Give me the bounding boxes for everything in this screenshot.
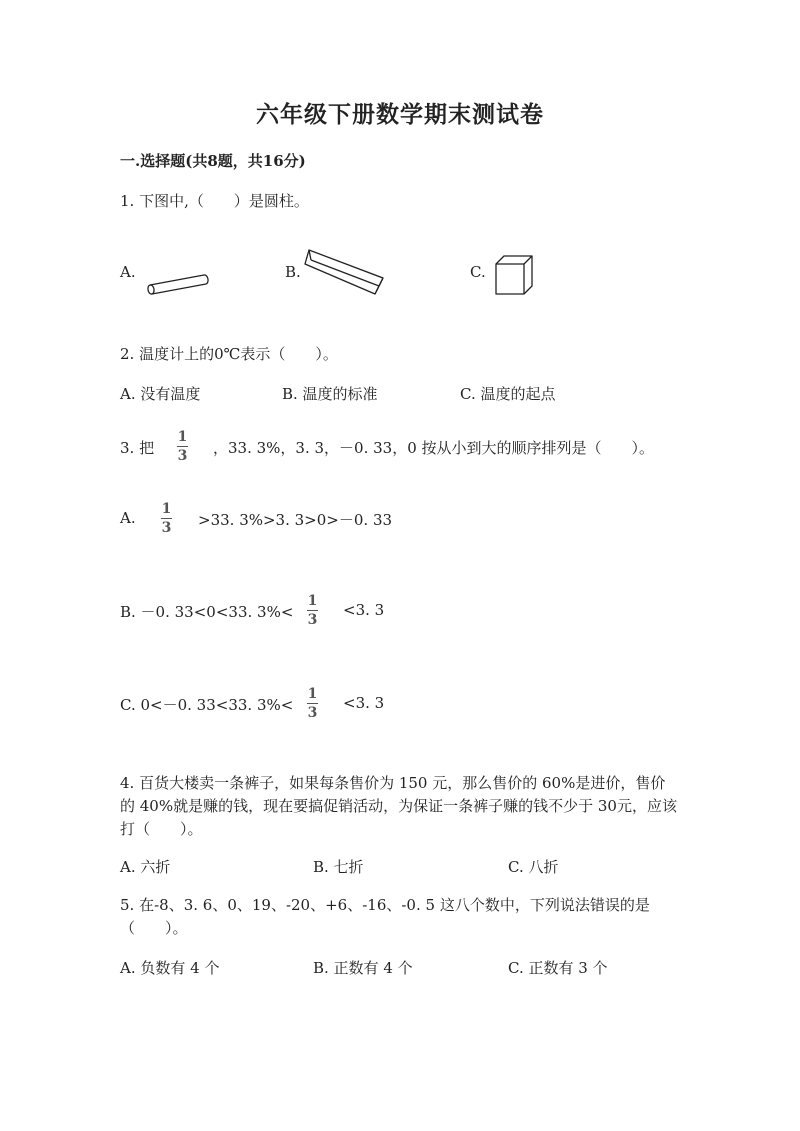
- q4-option-c[interactable]: C. 八折: [508, 858, 559, 876]
- fraction-one-third: 1 3: [161, 501, 172, 536]
- q3-option-b-end[interactable]: <3. 3: [343, 601, 385, 619]
- q2-option-b[interactable]: B. 温度的标准: [282, 385, 378, 403]
- q3-option-b-text[interactable]: B. －0. 33<0<33. 3%<: [120, 603, 294, 621]
- question-3-text-start: 3. 把: [120, 439, 155, 457]
- question-3-text-end: ，33. 3%，3. 3，－0. 33，0 按从小到大的顺序排列是（ ）。: [213, 439, 655, 457]
- q1-option-a-label[interactable]: A.: [120, 263, 136, 281]
- cylinder-icon: [142, 268, 212, 298]
- page-title: 六年级下册数学期末测试卷: [256, 101, 544, 128]
- q4-option-b[interactable]: B. 七折: [313, 858, 364, 876]
- q2-option-a[interactable]: A. 没有温度: [120, 385, 201, 403]
- q3-option-c-end[interactable]: <3. 3: [343, 694, 385, 712]
- question-5-text: 5. 在-8、3. 6、0、19、-20、+6、-16、-0. 5 这八个数中，下列说法错误的是（ ）。: [120, 896, 650, 937]
- q1-option-b-label[interactable]: B.: [285, 263, 301, 281]
- q5-option-a[interactable]: A. 负数有 4 个: [120, 959, 220, 977]
- question-2-text: 2. 温度计上的0℃表示（ ）。: [120, 345, 338, 363]
- question-4-text: 4. 百货大楼卖一条裤子，如果每条售价为 150 元，那么售价的 60%是进价，售价的 40%就是赚的钱，现在要搞促销活动，为保证一条裤子赚的钱不少于 30元，应该打（ ）。: [120, 774, 677, 838]
- section-heading: 一.选择题(共8题，共16分): [120, 152, 306, 170]
- q5-option-b[interactable]: B. 正数有 4 个: [313, 959, 413, 977]
- question-1-text: 1. 下图中,（ ）是圆柱。: [120, 192, 309, 210]
- q2-option-c[interactable]: C. 温度的起点: [460, 385, 556, 403]
- q3-option-a-text[interactable]: >33. 3%>3. 3>0>－0. 33: [198, 511, 393, 529]
- fraction-one-third: 1 3: [307, 593, 318, 628]
- q4-option-a[interactable]: A. 六折: [120, 858, 171, 876]
- q5-option-c[interactable]: C. 正数有 3 个: [508, 959, 608, 977]
- fraction-one-third: 1 3: [307, 686, 318, 721]
- q3-option-a-label[interactable]: A.: [120, 509, 136, 527]
- q1-option-c-label[interactable]: C.: [470, 263, 486, 281]
- cube-icon: [494, 254, 534, 296]
- q3-option-c-text[interactable]: C. 0<－0. 33<33. 3%<: [120, 696, 294, 714]
- fraction-one-third: 1 3: [177, 429, 188, 464]
- prism-icon: [303, 248, 385, 298]
